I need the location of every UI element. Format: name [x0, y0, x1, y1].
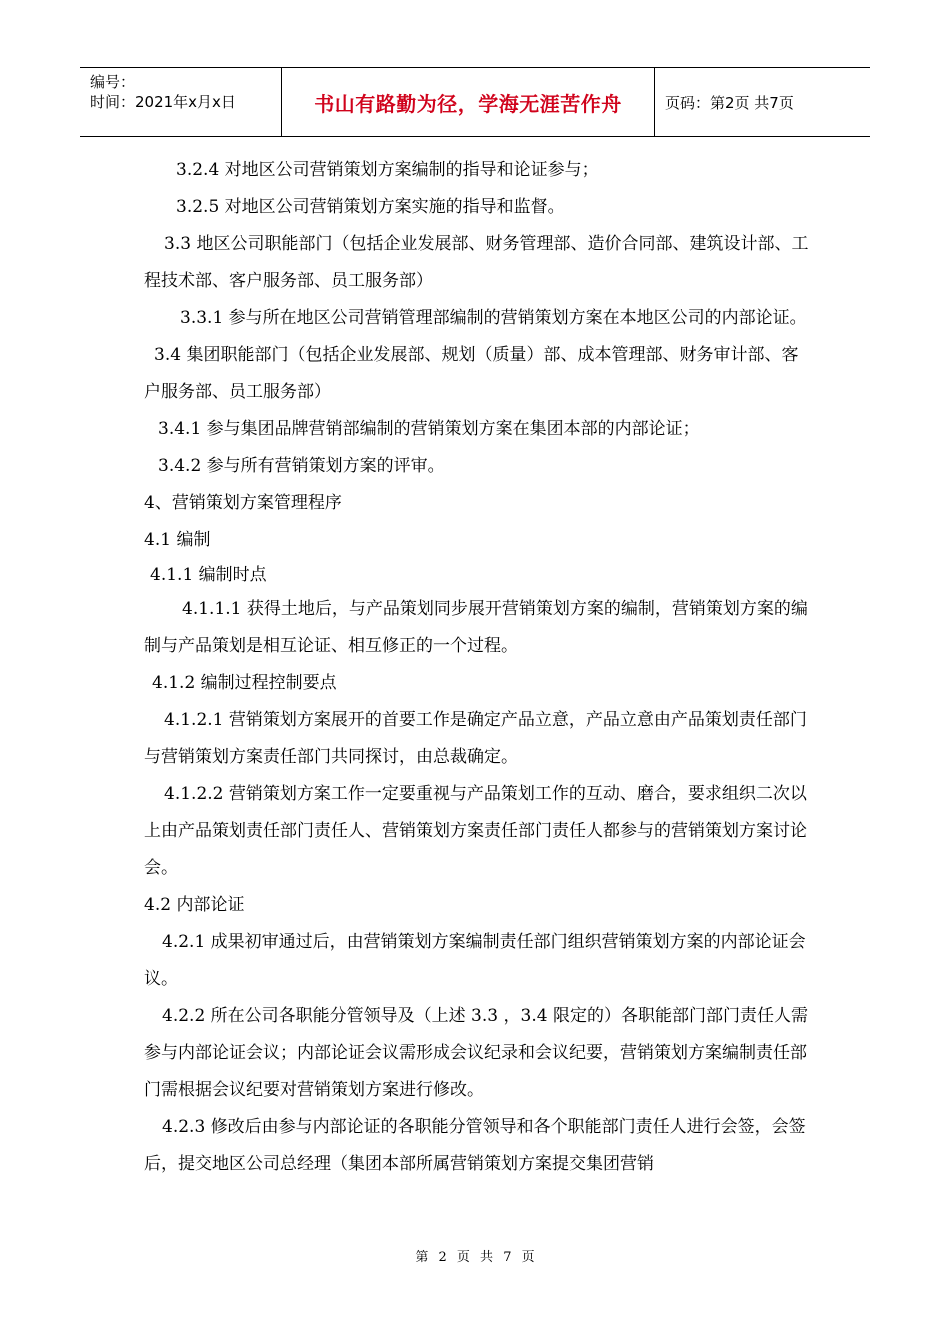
page-footer: 第 2 页 共 7 页 — [415, 1250, 535, 1265]
header-motto: 书山有路勤为径，学海无涯苦作舟 — [282, 68, 655, 136]
paragraph-3-4-1: 3.4.1 参与集团品牌营销部编制的营销策划方案在集团本部的内部论证； — [158, 419, 700, 439]
paragraph-4-2-2: 4.2.2 所在公司各职能分管领导及（上述 3.3 ，3.4 限定的）各职能部门部门责任人需参与内部论证会议；内部论证会议需形成会议纪录和会议纪要，营销策划方案编制责任部门需根据会议纪要对营销策划方案进行修改。 — [144, 1006, 808, 1100]
header-left-cell — [80, 68, 282, 136]
paragraph-4-1-2-2: 4.1.2.2 营销策划方案工作一定要重视与产品策划工作的互动、磨合，要求组织二次以上由产品策划责任部门责任人、营销策划方案责任部门责任人都参与的营销策划方案讨论会。 — [144, 784, 807, 878]
paragraph-3-3: 3.3 地区公司职能部门（包括企业发展部、财务管理部、造价合同部、建筑设计部、工程技术部、客户服务部、员工服务部） — [144, 234, 809, 291]
paragraph-3-2-5: 3.2.5 对地区公司营销策划方案实施的指导和监督。 — [176, 197, 565, 217]
paragraph-3-4: 3.4 集团职能部门（包括企业发展部、规划（质量）部、成本管理部、财务审计部、客户服务部、员工服务部） — [144, 345, 799, 402]
document-time: 时间：2021年x月x日 — [90, 93, 236, 111]
header-page-code: 页码：第2页 共7页 — [665, 93, 794, 112]
page-header — [80, 67, 870, 137]
section-heading-4-1-2: 4.1.2 编制过程控制要点 — [152, 673, 337, 693]
document-body — [144, 152, 810, 1183]
paragraph-3-3-1: 3.3.1 参与所在地区公司营销管理部编制的营销策划方案在本地区公司的内部论证。 — [180, 308, 807, 328]
section-heading-4: 4、营销策划方案管理程序 — [144, 493, 342, 513]
paragraph-3-2-4: 3.2.4 对地区公司营销策划方案编制的指导和论证参与； — [176, 160, 599, 180]
paragraph-4-1-2-1: 4.1.2.1 营销策划方案展开的首要工作是确定产品立意，产品立意由产品策划责任部门与营销策划方案责任部门共同探讨，由总裁确定。 — [144, 710, 807, 767]
serial-number: 编号： — [90, 73, 136, 91]
section-heading-4-1-1: 4.1.1 编制时点 — [150, 565, 267, 585]
paragraph-4-2-1: 4.2.1 成果初审通过后，由营销策划方案编制责任部门组织营销策划方案的内部论证会议。 — [144, 932, 806, 989]
paragraph-4-1-1-1: 4.1.1.1 获得土地后，与产品策划同步展开营销策划方案的编制，营销策划方案的编制与产品策划是相互论证、相互修正的一个过程。 — [144, 599, 808, 656]
section-heading-4-2: 4.2 内部论证 — [144, 895, 245, 915]
paragraph-4-2-3: 4.2.3 修改后由参与内部论证的各职能分管领导和各个职能部门责任人进行会签，会签后，提交地区公司总经理（集团本部所属营销策划方案提交集团营销 — [144, 1117, 806, 1174]
section-heading-4-1: 4.1 编制 — [144, 530, 211, 550]
paragraph-3-4-2: 3.4.2 参与所有营销策划方案的评审。 — [158, 456, 445, 476]
